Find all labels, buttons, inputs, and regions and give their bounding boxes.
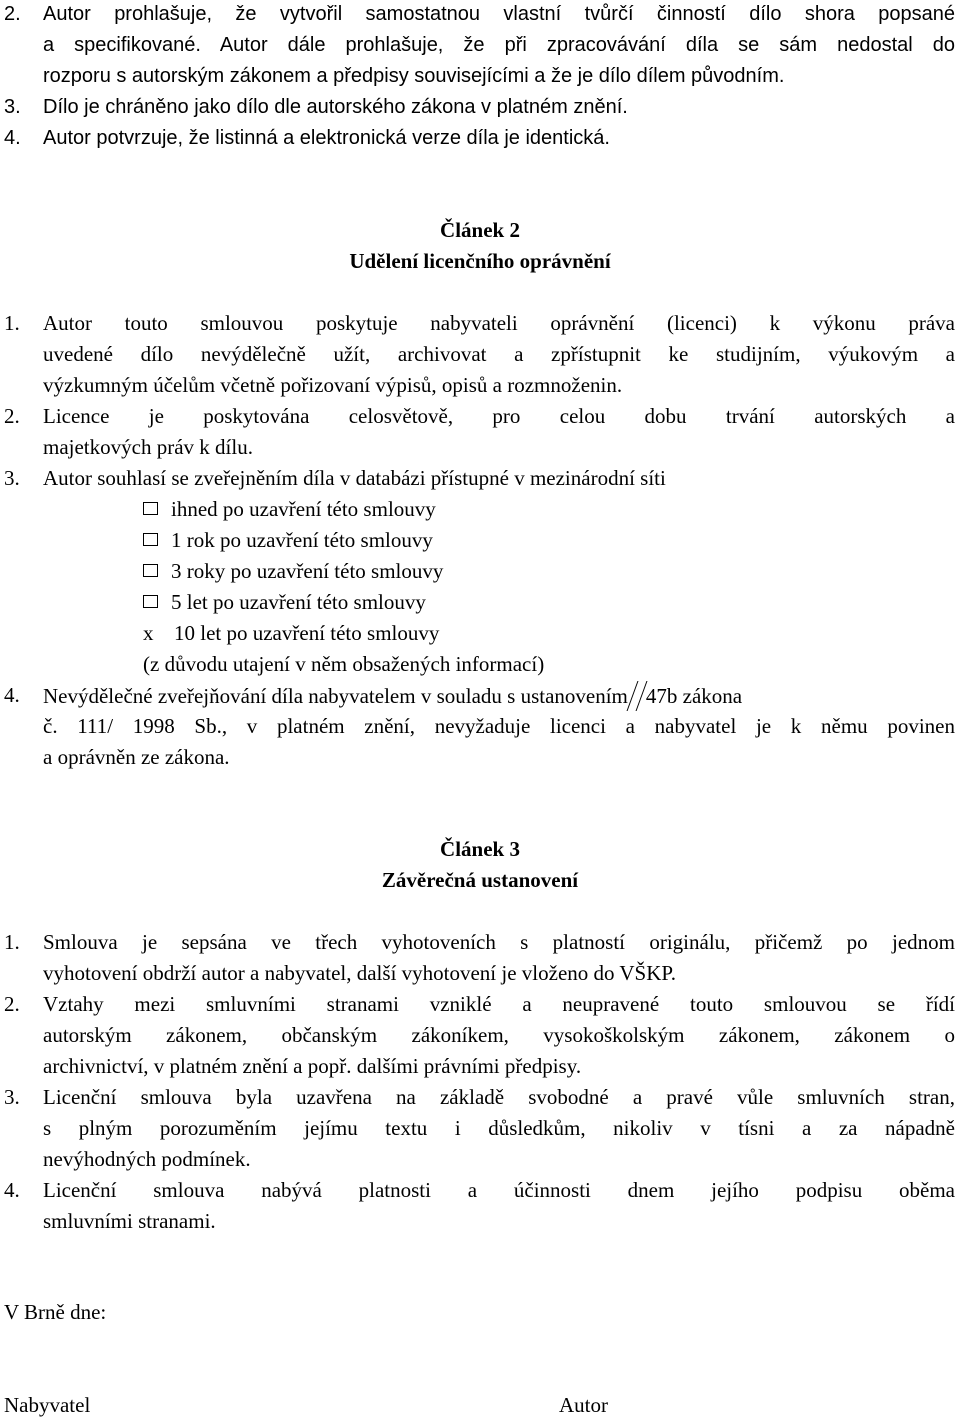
publication-option[interactable] (143, 557, 443, 585)
paragraph-line: Smlouva je sepsána ve třech vyhotoveních s platností originálu, přičemž po jednom (43, 930, 955, 954)
paragraph-line (43, 681, 742, 711)
item-number: 3. (4, 96, 21, 118)
checkbox-empty-icon[interactable] (143, 533, 158, 546)
paragraph-line: s plným porozuměním jejímu textu i důsledkům, nikoliv v tísni a za nápadně (43, 1116, 955, 1140)
paragraph-line: Autor touto smlouvou poskytuje nabyvateli oprávnění (licenci) k výkonu práva (43, 311, 955, 335)
paragraph-line: a specifikované. Autor dále prohlašuje, že při zpracovávání díla se sám nedostal do (43, 34, 955, 56)
paragraph-line: a oprávněn ze zákona. (43, 745, 230, 769)
section-sign-icon (626, 681, 647, 711)
paragraph-line: nevýhodných podmínek. (43, 1147, 251, 1171)
place-date-label: V Brně dne: (4, 1300, 107, 1324)
paragraph-line: Licence je poskytována celosvětově, pro celou dobu trvání autorských a (43, 404, 955, 428)
paragraph-line: Autor souhlasí se zveřejněním díla v databázi přístupné v mezinárodní síti (43, 466, 666, 490)
paragraph-line: Licenční smlouva byla uzavřena na základě svobodné a pravé vůle smluvních stran, (43, 1085, 955, 1109)
paragraph-line: smluvními stranami. (43, 1209, 216, 1233)
signature-label-autor: Autor (559, 1393, 608, 1417)
item-number: 1. (4, 930, 20, 954)
option-label: ihned po uzavření této smlouvy (171, 497, 436, 521)
checkbox-empty-icon[interactable] (143, 564, 158, 577)
paragraph-text: 47b zákona (645, 684, 743, 708)
paragraph-line: Licenční smlouva nabývá platnosti a účinnosti dnem jejího podpisu oběma (43, 1178, 955, 1202)
paragraph-line: archivnictví, v platném znění a popř. dalšími právními předpisy. (43, 1054, 582, 1078)
item-number: 2. (4, 404, 20, 428)
signature-label-nabyvatel: Nabyvatel (4, 1393, 91, 1417)
paragraph-line: vyhotovení obdrží autor a nabyvatel, další vyhotovení je vloženo do VŠKP. (43, 961, 677, 985)
checkbox-empty-icon[interactable] (143, 595, 158, 608)
item-number: 2. (4, 3, 21, 25)
item-number: 3. (4, 1085, 20, 1109)
article-subheading: Závěrečná ustanovení (381, 868, 579, 892)
publication-option[interactable] (143, 526, 433, 554)
checkbox-empty-icon[interactable] (143, 502, 158, 515)
option-label: 3 roky po uzavření této smlouvy (171, 559, 444, 583)
paragraph-text: Nevýdělečné zveřejňování díla nabyvatelem v souladu s ustanovením (43, 684, 628, 708)
item-number: 3. (4, 466, 20, 490)
paragraph-line: rozporu s autorským zákonem a předpisy souvisejícími a že je dílo dílem původním. (43, 65, 785, 87)
paragraph-line: Dílo je chráněno jako dílo dle autorského zákona v platném znění. (43, 96, 628, 118)
option-note: (z důvodu utajení v něm obsažených informací) (143, 652, 545, 676)
paragraph-line: uvedené dílo nevýdělečně užít, archivovat a zpřístupnit ke studijním, výukovým a (43, 342, 955, 366)
publication-option[interactable] (143, 588, 426, 616)
option-label: 1 rok po uzavření této smlouvy (171, 528, 433, 552)
item-number: 2. (4, 992, 20, 1016)
publication-option-selected[interactable] (143, 619, 439, 647)
article-heading: Článek 3 (440, 837, 520, 861)
item-number: 4. (4, 683, 20, 707)
option-label: 5 let po uzavření této smlouvy (171, 590, 426, 614)
paragraph-line: Autor potvrzuje, že listinná a elektronická verze díla je identická. (43, 127, 610, 149)
selected-mark[interactable]: x (143, 621, 154, 645)
publication-option[interactable] (143, 495, 436, 523)
paragraph-line: Autor prohlašuje, že vytvořil samostatnou vlastní tvůrčí činností dílo shora popsané (43, 3, 955, 25)
article-subheading: Udělení licenčního oprávnění (349, 249, 611, 273)
option-label: 10 let po uzavření této smlouvy (174, 621, 440, 645)
paragraph-line: autorským zákonem, občanským zákoníkem, vysokoškolským zákonem, zákonem o (43, 1023, 955, 1047)
paragraph-line: majetkových práv k dílu. (43, 435, 253, 459)
item-number: 4. (4, 127, 21, 149)
article-heading: Článek 2 (440, 218, 520, 242)
paragraph-line: výzkumným účelům včetně pořizovaní výpisů, opisů a rozmnoženin. (43, 373, 623, 397)
paragraph-line: Vztahy mezi smluvními stranami vzniklé a neupravené touto smlouvou se řídí (43, 992, 955, 1016)
item-number: 1. (4, 311, 20, 335)
item-number: 4. (4, 1178, 20, 1202)
paragraph-line: č. 111/ 1998 Sb., v platném znění, nevyžaduje licenci a nabyvatel je k němu povinen (43, 714, 955, 738)
